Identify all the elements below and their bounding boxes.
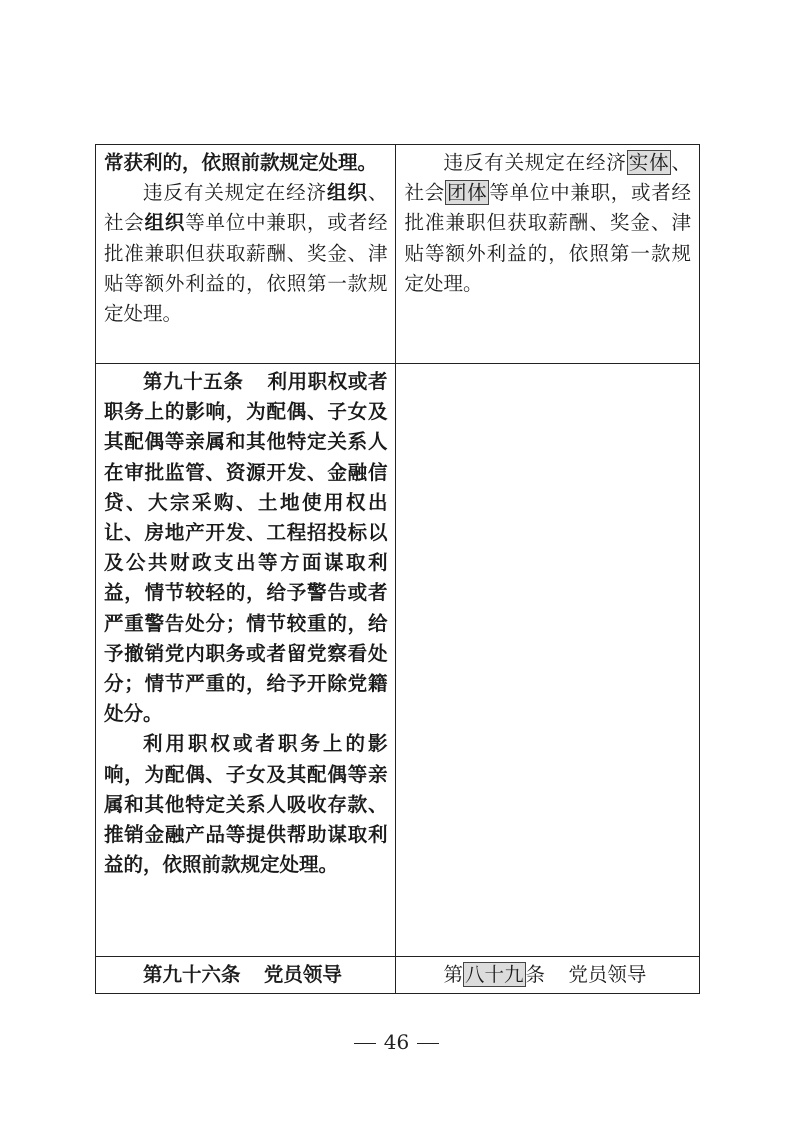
text-span: 第 <box>443 963 463 986</box>
paragraph <box>104 367 387 729</box>
paragraph <box>104 960 387 990</box>
text-span: 、社会 <box>404 151 691 205</box>
text-span: 、社会 <box>104 181 388 235</box>
dash-decoration <box>417 1043 439 1045</box>
text-span: 条 <box>525 963 546 986</box>
text-span: 利用职权或者职务上的影响，为配偶、子女及其配偶等亲属和其他特定关系人在审批监管、资源开发、金融信贷、大宗采购、土地使用权出让、房地产开发、工程招投标以及公共财政支出等方面谋取利益，情节较轻的，给予警告或者严重警告处分；情节较重的，给予撤销党内职务或者留党察看处分；情节严重的，给予开除党籍处分。 <box>104 370 388 726</box>
table-cell-left <box>96 145 396 364</box>
table-row <box>96 957 700 994</box>
table-cell-right-empty <box>396 364 700 957</box>
highlighted-text: 实体 <box>628 151 670 174</box>
text-span: 等单位中兼职，或者经批准兼职但获取薪酬、奖金、津贴等额外利益的，依照第一款规定处理。 <box>404 181 691 295</box>
text-span: 党员领导 <box>263 963 342 986</box>
page-number-text: 46 <box>383 1030 410 1054</box>
text-span: 常获利的，依照前款规定处理。 <box>104 151 378 174</box>
text-span: 党员领导 <box>568 963 647 986</box>
table-cell-left <box>96 364 396 957</box>
article-number: 第九十五条 <box>143 370 244 393</box>
revised-text: 组织 <box>327 181 368 205</box>
table-row <box>96 364 700 957</box>
text-span: 违反有关规定在经济 <box>443 151 627 174</box>
paragraph <box>104 729 387 880</box>
page-number <box>0 1030 793 1054</box>
revised-text: 组织 <box>144 211 186 235</box>
paragraph <box>104 178 387 329</box>
dash-decoration <box>354 1043 376 1045</box>
highlighted-text: 团体 <box>446 181 488 205</box>
text-span: 等单位中兼职，或者经批准兼职但获取薪酬、奖金、津贴等额外利益的，依照第一款规定处理。 <box>104 211 388 326</box>
highlighted-text: 八十九 <box>465 963 524 986</box>
text-span: 利用职权或者职务上的影响，为配偶、子女及其配偶等亲属和其他特定关系人吸收存款、推销金融产品等提供帮助谋取利益的，依照前款规定处理。 <box>104 732 388 877</box>
table-cell-right <box>396 957 700 994</box>
paragraph <box>404 960 691 990</box>
article-number: 第九十六条 <box>143 963 241 986</box>
table-cell-right <box>396 145 700 364</box>
comparison-table <box>95 144 700 994</box>
table-row <box>96 145 700 364</box>
text-span: 违反有关规定在经济 <box>143 181 328 205</box>
table-cell-left <box>96 957 396 994</box>
paragraph <box>404 148 691 299</box>
paragraph-continuation <box>104 148 387 178</box>
